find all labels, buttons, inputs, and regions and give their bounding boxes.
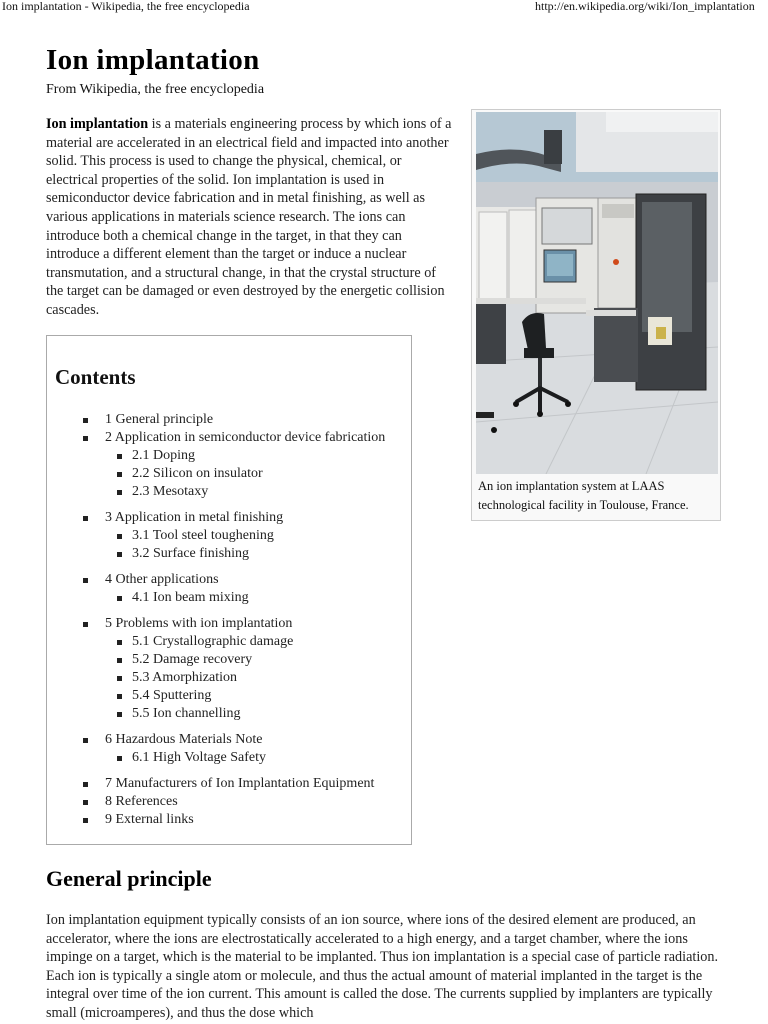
toc-subitem[interactable]: 2.2 Silicon on insulator bbox=[105, 465, 385, 483]
intro-paragraph bbox=[46, 115, 456, 320]
figure-caption: An ion implantation system at LAAS technological facility in Toulouse, France. bbox=[478, 479, 689, 512]
toc-item-label[interactable]: 5 Problems with ion implantation bbox=[105, 616, 293, 631]
toc-item[interactable] bbox=[47, 509, 385, 563]
page-title-header: Ion implantation - Wikipedia, the free encyclopedia bbox=[2, 0, 250, 13]
intro-text: is a materials engineering process by which ions of a material are accelerated in an electrical field and impacted into another solid. This process is used to change the physical, chemical, or electrical properties of the solid. Ion implantation is used in semiconductor device fabrication and in metal finishing, as well as various applications in materials science research. The ions can introduce both a chemical change in the target, in that they can introduce a different element than the target or induce a nuclear transmutation, and a structural change, in that the crystal structure of the target can be damaged or even destroyed by the energetic collision cascades. bbox=[46, 116, 452, 318]
section-heading-general-principle: General principle bbox=[46, 866, 212, 891]
toc-item-label[interactable]: 7 Manufacturers of Ion Implantation Equipment bbox=[105, 776, 375, 791]
toc-item-label[interactable]: 4 Other applications bbox=[105, 572, 219, 587]
photo-illustration bbox=[476, 112, 718, 474]
toc-item[interactable] bbox=[47, 793, 385, 811]
toc-item[interactable] bbox=[47, 811, 385, 829]
toc-title: Contents bbox=[55, 365, 136, 389]
toc-item[interactable] bbox=[47, 731, 385, 767]
article-title: Ion implantation bbox=[46, 44, 260, 76]
toc-sublist bbox=[105, 633, 385, 723]
toc-subitem[interactable]: 5.3 Amorphization bbox=[105, 669, 385, 687]
ion-implanter-photo[interactable] bbox=[476, 112, 718, 474]
toc-item-label[interactable]: 1 General principle bbox=[105, 412, 214, 427]
toc-item-label[interactable]: 9 External links bbox=[105, 812, 194, 827]
toc-item-label[interactable]: 6 Hazardous Materials Note bbox=[105, 732, 263, 747]
toc-subitem[interactable]: 5.1 Crystallographic damage bbox=[105, 633, 385, 651]
toc-subitem[interactable]: 5.5 Ion channelling bbox=[105, 705, 385, 723]
toc-subitem[interactable]: 2.3 Mesotaxy bbox=[105, 483, 385, 501]
toc-subitem[interactable]: 3.1 Tool steel toughening bbox=[105, 527, 385, 545]
toc-item-label[interactable]: 8 References bbox=[105, 794, 178, 809]
thumbnail-figure bbox=[471, 109, 721, 521]
toc-subitem[interactable]: 6.1 High Voltage Safety bbox=[105, 749, 385, 767]
toc-item[interactable] bbox=[47, 615, 385, 723]
toc-sublist bbox=[105, 749, 385, 767]
toc-item[interactable] bbox=[47, 775, 385, 793]
toc-list bbox=[47, 411, 385, 829]
toc-subitem[interactable]: 5.2 Damage recovery bbox=[105, 651, 385, 669]
toc-item-label[interactable]: 2 Application in semiconductor device fabrication bbox=[105, 430, 386, 445]
toc-subitem[interactable]: 2.1 Doping bbox=[105, 447, 385, 465]
toc-sublist bbox=[105, 527, 385, 563]
toc-sublist bbox=[105, 447, 385, 501]
toc-item[interactable] bbox=[47, 411, 385, 429]
toc-item[interactable] bbox=[47, 429, 385, 501]
intro-bold-term: Ion implantation bbox=[46, 116, 149, 132]
page-url[interactable]: http://en.wikipedia.org/wiki/Ion_implantation bbox=[535, 0, 755, 13]
print-header bbox=[0, 0, 768, 14]
toc-sublist bbox=[105, 589, 385, 607]
toc-item-label[interactable]: 3 Application in metal finishing bbox=[105, 510, 284, 525]
toc-subitem[interactable]: 5.4 Sputtering bbox=[105, 687, 385, 705]
article-subtitle: From Wikipedia, the free encyclopedia bbox=[46, 82, 265, 97]
toc-subitem[interactable]: 4.1 Ion beam mixing bbox=[105, 589, 385, 607]
toc-item[interactable] bbox=[47, 571, 385, 607]
toc-subitem[interactable]: 3.2 Surface finishing bbox=[105, 545, 385, 563]
table-of-contents bbox=[46, 335, 412, 845]
section-general-principle-text: Ion implantation equipment typically consists of an ion source, where ions of the desired element are produced, an accelerator, where the ions are electrostatically accelerated to a high energy, and a target chamber, where the ions impinge on a target, which is the material to be implanted. Thus ion implantation is a special case of particle radiation. Each ion is typically a single atom or molecule, and thus the actual amount of material implanted in the target is the integral over time of the ion current. This amount is called the dose. The currents supplied by implanters are typically small (microamperes), and thus the dose which bbox=[46, 912, 719, 1021]
